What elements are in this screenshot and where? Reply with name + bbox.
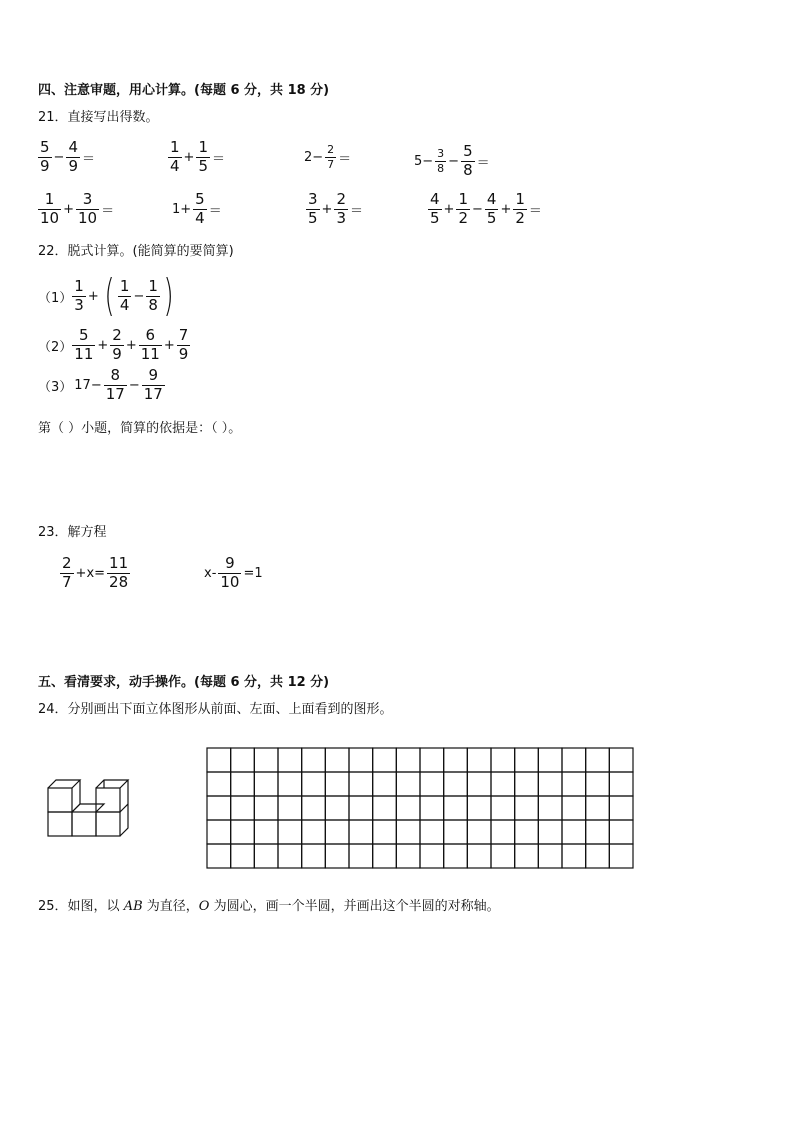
grid-cell[interactable] — [562, 820, 586, 844]
grid-cell[interactable] — [586, 748, 610, 772]
fraction: $\frac{5}{11}$ — [74, 326, 94, 363]
grid-cell[interactable] — [562, 772, 586, 796]
q22-part-3: （3） 17− $\frac{8}{17}$ − $\frac{9}{17}$ — [38, 366, 163, 403]
fraction: $\frac{2}{7}$ — [327, 143, 335, 171]
grid-cell[interactable] — [254, 748, 278, 772]
grid-cell[interactable] — [515, 844, 539, 868]
fraction: $\frac{9}{10}$ — [220, 554, 240, 591]
fraction: $\frac{11}{28}$ — [109, 554, 129, 591]
fraction: $\frac{9}{17}$ — [143, 366, 163, 403]
q21-item-4: 5− $\frac{3}{8}$ − $\frac{5}{8}$ ＝ — [414, 142, 490, 179]
q23-prompt: 23．解方程 — [38, 525, 107, 540]
grid-cell[interactable] — [278, 748, 302, 772]
grid-cell[interactable] — [538, 820, 562, 844]
grid-cell[interactable] — [325, 796, 349, 820]
grid-cell[interactable] — [491, 820, 515, 844]
fraction: $\frac{2}{9}$ — [112, 326, 122, 363]
label-ab: AB — [123, 899, 143, 914]
grid-cell[interactable] — [349, 748, 373, 772]
grid-cell[interactable] — [278, 796, 302, 820]
grid-cell[interactable] — [325, 748, 349, 772]
grid-cell[interactable] — [396, 748, 420, 772]
grid-cell[interactable] — [491, 844, 515, 868]
fraction: $\frac{2}{7}$ — [62, 554, 72, 591]
grid-cell[interactable] — [302, 844, 326, 868]
grid-cell[interactable] — [467, 796, 491, 820]
grid-cell[interactable] — [467, 820, 491, 844]
grid-cell[interactable] — [420, 820, 444, 844]
grid-cell[interactable] — [420, 772, 444, 796]
fraction: $\frac{3}{10}$ — [78, 190, 98, 227]
q24-prompt: 24．分别画出下面立体图形从前面、左面、上面看到的图形。 — [38, 702, 393, 717]
grid-cell[interactable] — [420, 796, 444, 820]
grid-cell[interactable] — [373, 772, 397, 796]
grid-cell[interactable] — [396, 772, 420, 796]
fraction: $\frac{3}{8}$ — [437, 147, 445, 175]
label-o: O — [198, 899, 210, 914]
grid-cell[interactable] — [586, 820, 610, 844]
fraction: $\frac{5}{8}$ — [463, 142, 473, 179]
grid-cell[interactable] — [467, 844, 491, 868]
grid-cell[interactable] — [231, 844, 255, 868]
grid-cell[interactable] — [562, 796, 586, 820]
fraction: $\frac{4}{5}$ — [486, 190, 497, 227]
grid-cell[interactable] — [538, 796, 562, 820]
q21-prompt: 21．直接写出得数。 — [38, 110, 159, 125]
grid-cell[interactable] — [538, 748, 562, 772]
grid-cell[interactable] — [491, 748, 515, 772]
grid-cell[interactable] — [586, 796, 610, 820]
grid-cell[interactable] — [254, 820, 278, 844]
grid-cell[interactable] — [325, 772, 349, 796]
cube-solid-figure — [44, 768, 136, 840]
grid-cell[interactable] — [231, 820, 255, 844]
grid-cell[interactable] — [586, 772, 610, 796]
fraction: $\frac{8}{17}$ — [105, 366, 125, 403]
grid-cell[interactable] — [373, 844, 397, 868]
grid-cell[interactable] — [278, 820, 302, 844]
q21-item-2: $\frac{1}{4}$ + $\frac{1}{5}$ ＝ — [170, 138, 226, 175]
drawing-grid[interactable] — [206, 747, 634, 870]
fraction: $\frac{1}{10}$ — [40, 190, 60, 227]
grid-cell[interactable] — [467, 748, 491, 772]
fraction: $\frac{1}{3}$ — [74, 276, 84, 314]
section-4-title: 四、注意审题，用心计算。(每题 6 分，共 18 分) — [38, 83, 330, 98]
grid-cell[interactable] — [515, 796, 539, 820]
fraction: $\frac{4}{5}$ — [430, 190, 440, 227]
q21-item-5: $\frac{1}{10}$ + $\frac{3}{10}$ ＝ — [40, 190, 115, 227]
grid-cell[interactable] — [515, 748, 539, 772]
q21-item-8: $\frac{4}{5}$ + $\frac{1}{2}$ − $\frac{4}{5}$ + $\frac{1}{2}$ ＝ — [430, 190, 542, 227]
grid-cell[interactable] — [586, 844, 610, 868]
grid-cell[interactable] — [325, 820, 349, 844]
grid-cell[interactable] — [396, 796, 420, 820]
grid-cell[interactable] — [609, 796, 633, 820]
grid-cell[interactable] — [325, 844, 349, 868]
grid-cell[interactable] — [254, 796, 278, 820]
grid-cell[interactable] — [515, 772, 539, 796]
grid-cell[interactable] — [515, 820, 539, 844]
grid-cell[interactable] — [254, 772, 278, 796]
grid-cell[interactable] — [373, 796, 397, 820]
grid-cell[interactable] — [491, 772, 515, 796]
grid-cell[interactable] — [609, 844, 633, 868]
grid-cell[interactable] — [349, 844, 373, 868]
grid-cell[interactable] — [207, 844, 231, 868]
grid-cell[interactable] — [373, 748, 397, 772]
fraction: $\frac{1}{2}$ — [458, 190, 468, 227]
grid-cell[interactable] — [562, 844, 586, 868]
grid-cell[interactable] — [207, 796, 231, 820]
grid-cell[interactable] — [373, 820, 397, 844]
fraction: $\frac{1}{2}$ — [515, 190, 525, 227]
q25-prompt: 25．如图，以 AB 为直径，O 为圆心，画一个半圆，并画出这个半圆的对称轴。 — [38, 899, 500, 914]
grid-cell[interactable] — [491, 796, 515, 820]
grid-cell[interactable] — [349, 796, 373, 820]
q21-item-3: 2− $\frac{2}{7}$ ＝ — [304, 143, 352, 171]
q21-item-1: $\frac{5}{9}$ − $\frac{4}{9}$ ＝ — [40, 138, 96, 175]
fraction: $\frac{5}{4}$ — [195, 190, 205, 227]
grid-cell[interactable] — [302, 772, 326, 796]
fraction: $\frac{2}{3}$ — [336, 190, 346, 227]
grid-cell[interactable] — [444, 820, 468, 844]
grid-cell[interactable] — [538, 844, 562, 868]
grid-cell[interactable] — [254, 844, 278, 868]
grid-cell[interactable] — [420, 844, 444, 868]
grid-cell[interactable] — [396, 820, 420, 844]
grid-cell[interactable] — [349, 820, 373, 844]
grid-cell[interactable] — [444, 772, 468, 796]
fraction: $\frac{1}{4}$ — [119, 276, 130, 314]
grid-cell[interactable] — [302, 796, 326, 820]
q21-item-6: 1+ $\frac{5}{4}$ ＝ — [172, 190, 222, 227]
fraction: $\frac{3}{5}$ — [308, 190, 318, 227]
fraction: $\frac{1}{8}$ — [148, 276, 158, 314]
grid-cell[interactable] — [207, 772, 231, 796]
q23-equation-2: x- $\frac{9}{10}$ =1 — [204, 554, 263, 591]
grid-cell[interactable] — [302, 820, 326, 844]
grid-cell[interactable] — [231, 796, 255, 820]
grid-cell[interactable] — [609, 772, 633, 796]
grid-cell[interactable] — [278, 772, 302, 796]
grid-cell[interactable] — [444, 748, 468, 772]
grid-cell[interactable] — [349, 772, 373, 796]
q22-part-2: （2） $\frac{5}{11}$ + $\frac{2}{9}$ + $\frac{6}{11}$ + $\frac{7}{9}$ — [38, 326, 189, 363]
grid-cell[interactable] — [207, 748, 231, 772]
grid-cell[interactable] — [444, 796, 468, 820]
grid-cell[interactable] — [207, 820, 231, 844]
grid-cell[interactable] — [609, 748, 633, 772]
q21-item-7: $\frac{3}{5}$ + $\frac{2}{3}$ ＝ — [308, 190, 364, 227]
fraction: $\frac{1}{4}$ — [170, 138, 180, 175]
grid-cell[interactable] — [562, 748, 586, 772]
fraction: $\frac{5}{9}$ — [40, 138, 50, 175]
section-5-title: 五、看清要求，动手操作。(每题 6 分，共 12 分) — [38, 675, 330, 690]
grid-cell[interactable] — [444, 844, 468, 868]
grid-cell[interactable] — [231, 748, 255, 772]
q22-note: 第（ ）小题，简算的依据是：（ ）。 — [38, 421, 242, 436]
grid-cell[interactable] — [538, 772, 562, 796]
q22-part-1: （1） $\frac{1}{3}$ + ( $\frac{1}{4}$ − $\frac{1}{8}$ ) — [38, 270, 174, 321]
fraction: $\frac{4}{9}$ — [68, 138, 78, 175]
grid-cell[interactable] — [420, 748, 444, 772]
q23-equation-1: $\frac{2}{7}$ +x= $\frac{11}{28}$ — [62, 554, 129, 591]
grid-cell[interactable] — [396, 844, 420, 868]
fraction: $\frac{1}{5}$ — [198, 138, 208, 175]
grid-cell[interactable] — [467, 772, 491, 796]
grid-cell[interactable] — [278, 844, 302, 868]
grid-cell[interactable] — [231, 772, 255, 796]
grid-cell[interactable] — [609, 820, 633, 844]
grid-cell[interactable] — [302, 748, 326, 772]
q22-prompt: 22．脱式计算。(能简算的要简算) — [38, 244, 234, 259]
fraction: $\frac{6}{11}$ — [140, 326, 160, 363]
fraction: $\frac{7}{9}$ — [178, 326, 189, 363]
